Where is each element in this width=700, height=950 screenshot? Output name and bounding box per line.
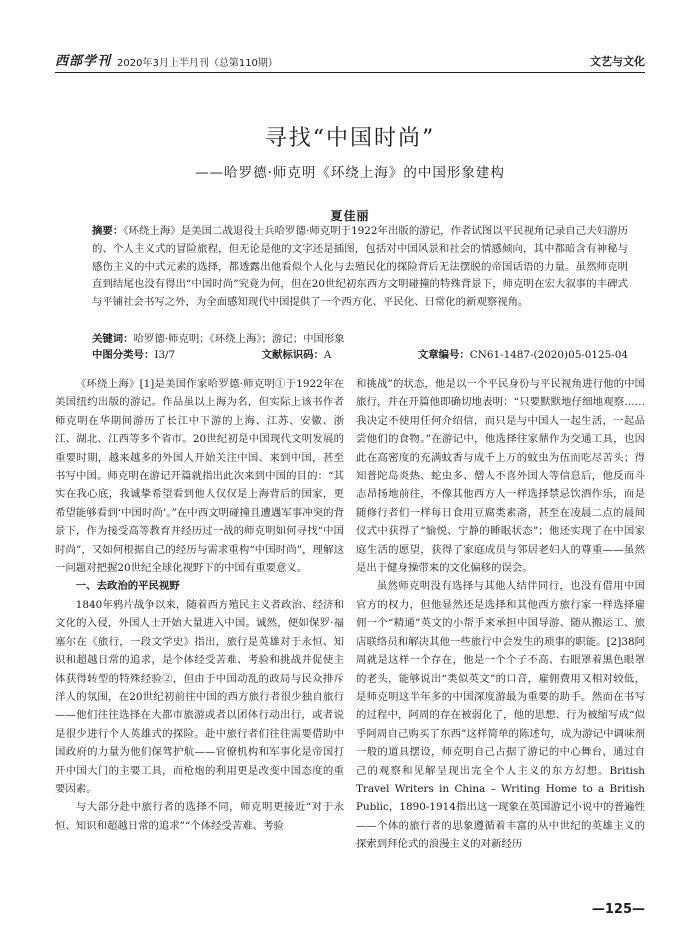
article-no-label: 文章编号： (417, 349, 470, 361)
classification-line (92, 347, 628, 363)
section-name: 文艺与文化 (590, 55, 645, 68)
page-header (55, 46, 645, 73)
paragraph: 和挑战”的状态，他是以一个平民身份与平民视角进行他的中国旅行，并在开篇他即确切地表明：“只要默默地仔细地观察……我决定不使用任何介绍信，而只是与中国人一起生活，一起品尝他们的食物。”在游记中，他选择往家鼎作为交通工具，也因此在高密度的充满蚊香与成千上万的蚊虫为伍而吃尽苦头；得知普陀岛炎热、蛇虫多、僧人不喜外国人等信息后，他反而斗志昂扬地前往，不像其他西方人一样选择禁忌饮酒作乐，而是随修行者们一样每日食用豆腐类素斋，甚至在凌晨二点的晨间仪式中获得了“愉悦、宁静的睡眠状态”；他还实现了在中国家庭生活的愿望，获得了家庭成员与邻居老妇人的尊重——虽然是出于健身操带来的文化偏移的误会。 (356, 378, 645, 575)
keywords (92, 331, 628, 347)
page-number: —125— (591, 902, 645, 917)
body-column-left (55, 375, 344, 835)
paragraph: 《环绕上海》[1]是美国作家哈罗德·师克明①于1922年在美国纽约出版的游记。作品虽以上海为名，但实际上该书作者师克明在华期间游历了长江中下游的上海、江苏、安徽、浙江、湖北、江西等多个省市。20世纪初是中国现代文明发展的重要时期，越来越多的外国人开始关注中国、来到中国，甚至书写中国。师克明在游记开篇就指出此次来到中国的目的：“其实在我心底，我诚挚希望看到他人仅仅是上海背后的国家，更希望能够看到‘中国时尚’。”在中西文明碰撞且遭遇军事冲突的背景下，作为接受高等教育并经历过一战的师克明如何寻找“中国时尚”，又如何根据自己的经历与需求重构“中国时尚”，理解这一问题对把握20世纪全球化视野下的中国有重要意义。 (55, 378, 344, 575)
abstract-text: 《环绕上海》是美国二战退役士兵哈罗德·师克明于1922年出版的游记，作者试图以平民视角记录自己夫妇游历的、个人主义式的冒险旅程，但无论是他的文字还是插图，包括对中国风景和社会的情感倾向，其中都暗含有神秘与感伤主义的中式元素的选择，都透露出他看似个人化与去殖民化的探险背后无法摆脱的帝国话语的力量。虽然师克明直到结尾也没有得出“中国时尚”究竟为何，但在20世纪初东西方文明碰撞的特殊背景下，师克明在宏大叙事的丰碑式与平铺社会书写之外，为全面感知现代中国提供了一个西方化、平民化、日常化的新观察视角。 (92, 225, 628, 309)
classification-label: 中图分类号： (92, 349, 155, 361)
article-author: 夏佳丽 (330, 209, 370, 223)
doc-code-label: 文献标识码： (261, 349, 324, 361)
header-left (55, 50, 278, 72)
section-heading: 一、去政治的平民视野 (75, 580, 180, 593)
issue-info: 2020年3月上半月刊（总第110期） (117, 58, 278, 69)
body-column-right (356, 375, 645, 854)
abstract (92, 223, 628, 312)
abstract-label: 摘要： (92, 225, 124, 237)
article-number (418, 347, 628, 363)
doc-code-value: A (323, 349, 332, 361)
paragraph: 与大部分赴中旅行者的选择不同，师克明更接近“对于永恒、知识和超越日常的追求”“个体经受苦难、考验 (55, 801, 344, 832)
paragraph: 虽然师克明没有选择与其他人结伴同行，也没有借用中国官方的权力，但他显然还是选择和其他西方旅行家一样选择雇佣一个“精通”英文的小帮手来承担中国导游、随从搬运工、旅店联络员和解决其他一些旅行中会发生的琐事的职能。[2]38阿周就是这样一个存在，他是一个个子不高、右眼罩着黑色眼罩的老头，能够说出“类似英文”的口音，雇佣费用又相对较低，是师克明这半年多的中国深度游最为重要的助手。然而在书写的过程中，阿周的存在被弱化了，他的思想、行为被缩写成“似乎阿周自己购买了东西”这样简单的陈述句，成为游记中调味剂一般的道具摆设，师克明自己占据了游记的中心舞台，通过自己的观察和见解呈现出完全个人主义的东方幻想。British Travel Writers in China – Writing Home to a British Public，1890-1914指出这一现象在英国游记小说中的普遍性——个体的旅行者的思象遵循着丰富的从中世纪的英雄主义的探索到拜伦式的浪漫主义的对新经历 (356, 580, 645, 851)
classification-value: I3/7 (154, 349, 176, 361)
article-no-value: CN61-1487-(2020)05-0125-04 (469, 349, 628, 361)
document-code (262, 347, 332, 363)
paragraph: 1840年鸦片战争以来，随着西方殖民主义者政治、经济和文化的入侵，外国人士开始大量进入中国。诚然，便如保罗·福塞尔在《旅行，一段文学史》指出，旅行是英雄对于永恒、知识和超越日常的追求，是个体经受苦难、考验和挑战并促使主体获得转型的特殊经验②，但由于中国动乱的政局与民众排斥洋人的氛围，在20世纪初前往中国的西方旅行者很少独自旅行——他们往往选择在大都市旅游或者以团体行动出行，或者说是很少进行个人英雄式的探险。赴中旅行者们往往需要借助中国政府的力量为他们保驾护航——官僚机构和军事化是帝国打开中国大门的主要工具，而枪炮的利用更是改变中国态度的重要因素。 (55, 598, 344, 795)
article-title: 寻找“中国时尚” (264, 126, 436, 151)
article-subtitle: ——哈罗德·师克明《环绕上海》的中国形象建构 (195, 165, 505, 181)
classification (92, 347, 175, 363)
keywords-text: 哈罗德·师克明；《环绕上海》；游记；中国形象 (133, 333, 345, 345)
keywords-label: 关键词： (92, 333, 134, 345)
journal-logo: 西部学刊 (55, 54, 112, 69)
